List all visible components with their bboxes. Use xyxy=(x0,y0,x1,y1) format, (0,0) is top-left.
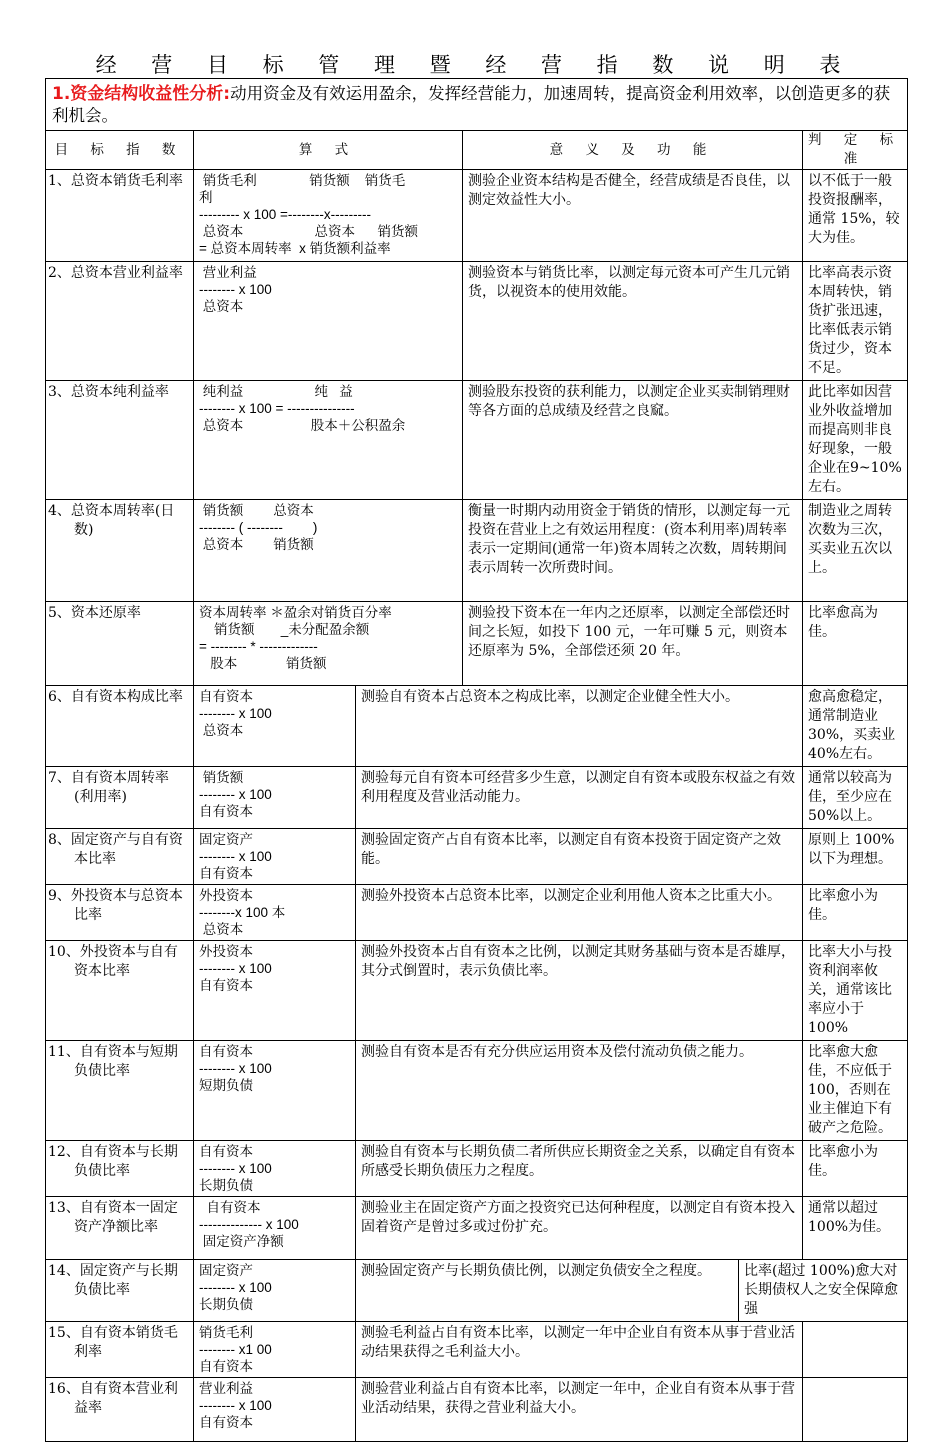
standard-cell: 比率愈高为佳。 xyxy=(803,602,908,686)
standard-cell: 比率愈小为佳。 xyxy=(803,885,908,941)
meaning-cell: 测验股东投资的获利能力，以测定企业买卖制销理财等各方面的总成绩及经营之良窳。 xyxy=(463,381,803,500)
standard-cell: 通常以超过 100%为佳。 xyxy=(803,1197,908,1260)
formula-cell: 固定资产 -------- x 100 自有资本 xyxy=(194,829,356,885)
table-row xyxy=(46,941,908,1041)
table-row xyxy=(46,1260,908,1322)
standard-cell: 比率高表示资本周转快，销货扩张迅速，比率低表示销货过少，资本不足。 xyxy=(803,262,908,381)
formula-cell: 自有资本 -------- x 100 短期负债 xyxy=(194,1041,356,1141)
formula-cell: 自有资本 -------- x 100 长期负债 xyxy=(194,1141,356,1197)
standard-cell: 愈高愈稳定，通常制造业 30%，买卖业 40%左右。 xyxy=(803,686,908,767)
column-header-formula: 算 式 xyxy=(194,131,463,170)
standard-cell: 制造业之周转次数为三次，买卖业五次以上。 xyxy=(803,500,908,602)
formula-cell: 营业利益 -------- x 100 自有资本 xyxy=(194,1378,356,1442)
table-row xyxy=(46,1378,908,1442)
standard-cell xyxy=(803,1378,908,1442)
standard-cell: 以不低于一般投资报酬率，通常 15%，较大为佳。 xyxy=(803,170,908,262)
table-row xyxy=(46,1322,908,1378)
column-header-meaning: 意 义 及 功 能 xyxy=(463,131,803,170)
section-description: 动用资金及有效运用盈余，发挥经营能力，加速周转，提高资金利用效率，以创造更多的获利机会。 xyxy=(52,84,891,125)
table-row xyxy=(46,1197,908,1260)
standard-cell: 比率愈大愈佳，不应低于 100，否则在业主催迫下有破产之危险。 xyxy=(803,1041,908,1141)
table-row xyxy=(46,767,908,829)
table-row xyxy=(46,170,908,262)
indicator-name: 15、自有资本销货毛利率 xyxy=(46,1322,194,1378)
meaning-cell: 测验外投资本占自有资本之比例，以测定其财务基础与资本是否雄厚，其分式倒置时，表示负债比率。 xyxy=(356,941,803,1041)
meaning-cell: 测验自有资本是否有充分供应运用资本及偿付流动负债之能力。 xyxy=(356,1041,803,1141)
section-number-label: 1.资金结构收益性分析: xyxy=(52,84,231,104)
indicator-name: 9、外投资本与总资本比率 xyxy=(46,885,194,941)
formula-cell: 销货额 总资本 -------- ( -------- ) 总资本 销货额 xyxy=(194,500,463,602)
meaning-cell: 测验毛利益占自有资本比率，以测定一年中企业自有资本从事于营业活动结果获得之毛利益大小。 xyxy=(356,1322,803,1378)
table-row xyxy=(46,829,908,885)
table-row xyxy=(46,686,908,767)
meaning-cell: 测验业主在固定资产方面之投资究已达何种程度，以测定自有资本投入固着资产是曾过多或过份扩充。 xyxy=(356,1197,803,1260)
meaning-cell: 测验营业利益占自有资本比率，以测定一年中，企业自有资本从事于营业活动结果，获得之营业利益大小。 xyxy=(356,1378,803,1442)
formula-cell: 营业利益 -------- x 100 总资本 xyxy=(194,262,463,381)
indicator-name: 11、自有资本与短期负债比率 xyxy=(46,1041,194,1141)
formula-cell: 固定资产 -------- x 100 长期负债 xyxy=(194,1260,356,1322)
standard-cell: 通常以较高为佳，至少应在 50%以上。 xyxy=(803,767,908,829)
meaning-cell: 测验固定资产占自有资本比率，以测定自有资本投资于固定资产之效能。 xyxy=(356,829,803,885)
meaning-cell: 测验外投资本占总资本比率，以测定企业利用他人资本之比重大小。 xyxy=(356,885,803,941)
page-title: 经 营 目 标 管 理 暨 经 营 指 数 说 明 表 xyxy=(95,53,855,77)
meaning-cell: 测验投下资本在一年内之还原率，以测定全部偿还时间之长短，如投下 100 元，一年可赚 5 元，则资本还原率为 5%，全部偿还须 20 年。 xyxy=(463,602,803,686)
standard-cell: 此比率如因营业外收益增加而提高则非良好现象，一般企业在9~10%左右。 xyxy=(803,381,908,500)
formula-cell: 销货毛利 销货额 销货毛 利 --------- x 100 =--------x--------- 总资本 总资本 销货额 = 总资本周转率 x 销货额利益率 xyxy=(194,170,463,262)
indicator-name: 16、自有资本营业利益率 xyxy=(46,1378,194,1442)
table-row xyxy=(46,1141,908,1197)
meaning-cell: 测验资本与销货比率，以测定每元资本可产生几元销货，以视资本的使用效能。 xyxy=(463,262,803,381)
meaning-cell: 测验企业资本结构是否健全，经营成绩是否良佳，以测定效益性大小。 xyxy=(463,170,803,262)
indicator-name: 10、外投资本与自有资本比率 xyxy=(46,941,194,1041)
column-header-standard: 判 定 标 准 xyxy=(803,131,908,170)
indicator-name: 5、资本还原率 xyxy=(46,602,194,686)
formula-cell: 资本周转率 ＊盈余对销货百分率 销货额 _未分配盈余额 = -------- * ------------- 股本 销货额 xyxy=(194,602,463,686)
table-row xyxy=(46,1041,908,1141)
indicator-name: 13、自有资本一固定资产净额比率 xyxy=(46,1197,194,1260)
indicator-name: 4、总资本周转率(日数) xyxy=(46,500,194,602)
formula-cell: 外投资本 -------- x 100 自有资本 xyxy=(194,941,356,1041)
indicator-name: 12、自有资本与长期负债比率 xyxy=(46,1141,194,1197)
indicator-name: 3、总资本纯利益率 xyxy=(46,381,194,500)
indicator-name: 14、固定资产与长期负债比率 xyxy=(46,1260,194,1322)
meaning-cell: 测验自有资本与长期负债二者所供应长期资金之关系，以确定自有资本所感受长期负债压力之程度。 xyxy=(356,1141,803,1197)
formula-cell: 销货毛利 -------- x1 00 自有资本 xyxy=(194,1322,356,1378)
indicator-name: 8、固定资产与自有资本比率 xyxy=(46,829,194,885)
table-row xyxy=(46,602,908,686)
section-header xyxy=(46,79,908,131)
formula-cell: 外投资本 --------x 100 本 总资本 xyxy=(194,885,356,941)
indicator-name: 1、总资本销货毛利率 xyxy=(46,170,194,262)
formula-cell: 销货额 -------- x 100 自有资本 xyxy=(194,767,356,829)
standard-cell xyxy=(803,1322,908,1378)
table-row xyxy=(46,500,908,602)
column-header-indicator: 目 标 指 数 xyxy=(46,131,194,170)
standard-cell: 原则上 100%以下为理想。 xyxy=(803,829,908,885)
meaning-cell: 测验每元自有资本可经营多少生意，以测定自有资本或股东权益之有效利用程度及营业活动能力。 xyxy=(356,767,803,829)
meaning-cell: 衡量一时期内动用资金于销货的情形，以测定每一元投资在营业上之有效运用程度：(资本利用率)周转率表示一定期间(通常一年)资本周转之次数，周转期间表示周转一次所费时间。 xyxy=(463,500,803,602)
indicator-name: 2、总资本营业利益率 xyxy=(46,262,194,381)
formula-cell: 自有资本 -------------- x 100 固定资产净额 xyxy=(194,1197,356,1260)
meaning-cell: 测验固定资产与长期负债比例，以测定负债安全之程度。 xyxy=(356,1260,739,1322)
meaning-cell: 测验自有资本占总资本之构成比率，以测定企业健全性大小。 xyxy=(356,686,803,767)
table-row xyxy=(46,262,908,381)
table-row xyxy=(46,885,908,941)
indicator-name: 6、自有资本构成比率 xyxy=(46,686,194,767)
standard-cell: 比率大小与投资利润率攸关，通常该比率应小于 100% xyxy=(803,941,908,1041)
table-row xyxy=(46,381,908,500)
indicator-table xyxy=(45,78,908,1442)
standard-cell: 比率(超过 100%)愈大对长期债权人之安全保障愈强 xyxy=(739,1260,908,1322)
indicator-name: 7、自有资本周转率(利用率) xyxy=(46,767,194,829)
formula-cell: 纯利益 纯 益 -------- x 100 = --------------- 总资本 股本＋公积盈余 xyxy=(194,381,463,500)
formula-cell: 自有资本 -------- x 100 总资本 xyxy=(194,686,356,767)
standard-cell: 比率愈小为佳。 xyxy=(803,1141,908,1197)
